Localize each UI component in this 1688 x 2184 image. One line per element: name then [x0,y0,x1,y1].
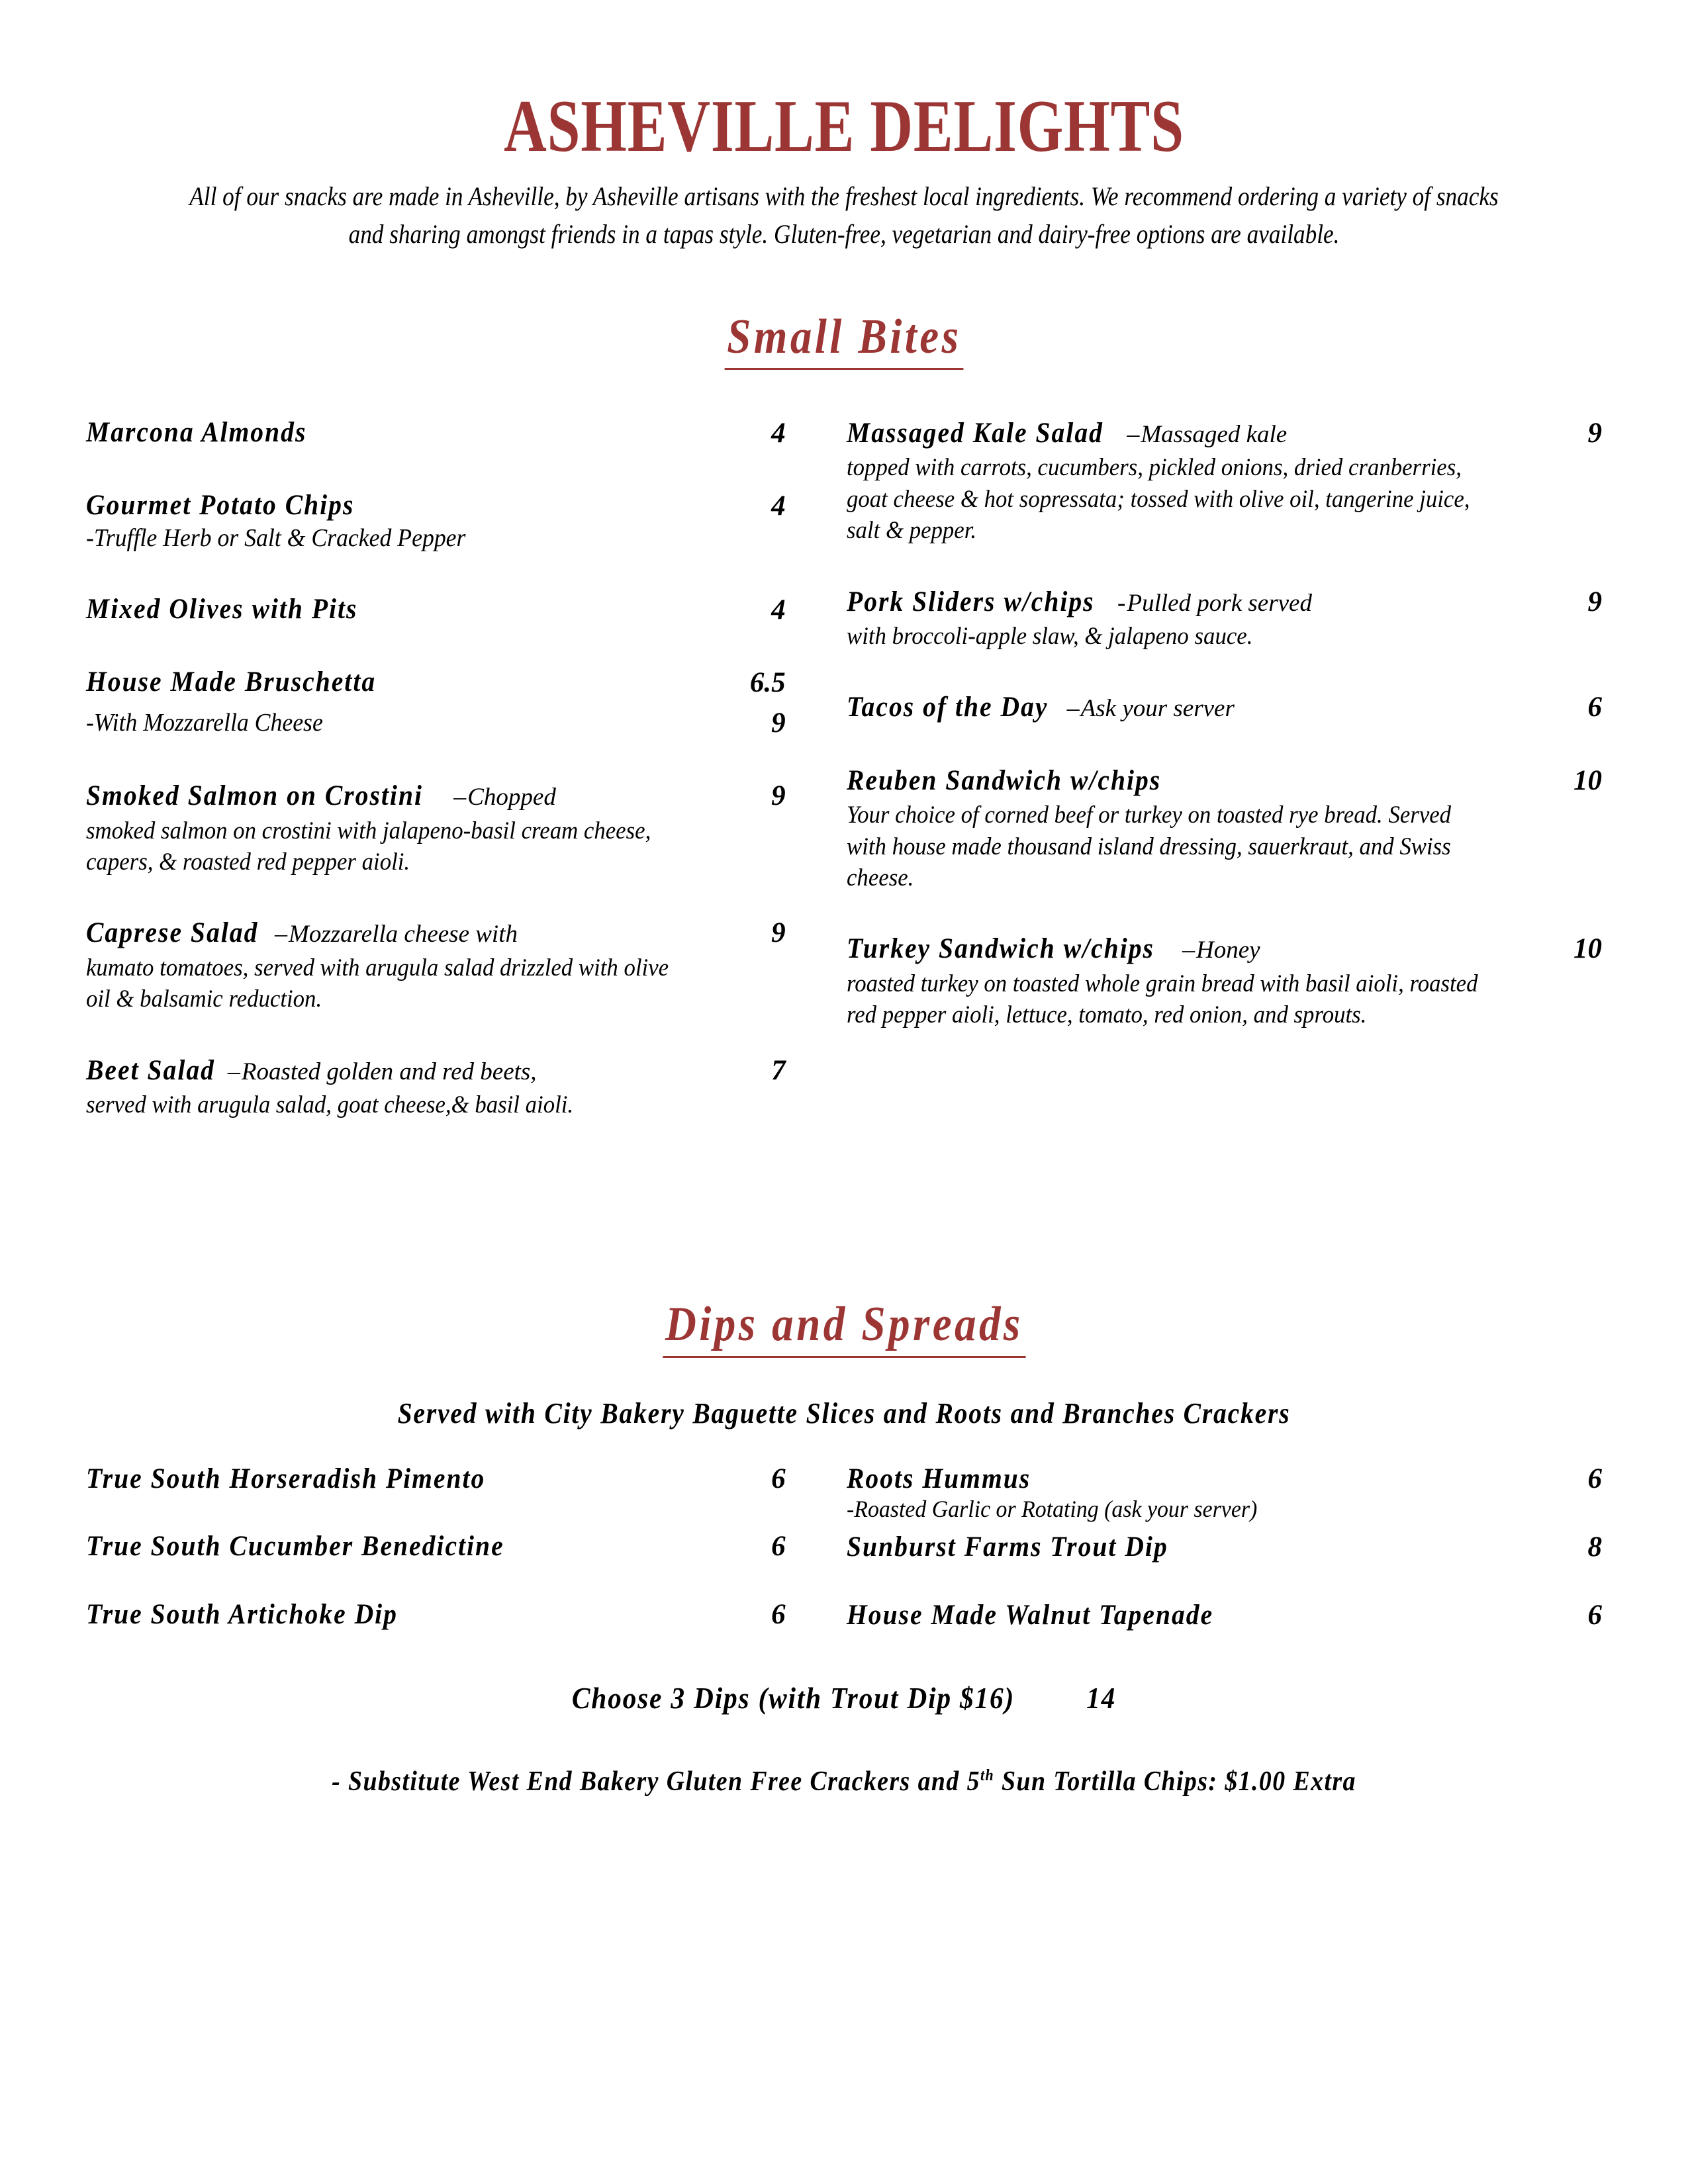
menu-item-price: 10 [1573,764,1602,796]
dip-item [847,1598,1602,1633]
dips-left-column [86,1462,786,1666]
menu-item-price: 9 [1587,586,1602,617]
dip-item [847,1530,1602,1565]
intro-paragraph: All of our snacks are made in Asheville, by Asheville artisans with the freshest local ingredients. We recommend ordering a variety of snacks and sharing amongst friends in a tapas style. Gluten-free, vegetarian and dairy-free options are available. [189,181,1499,249]
menu-item-body [86,779,710,878]
ordinal-suffix: th [980,1766,995,1785]
section-heading-small-bites-label: Small Bites [724,310,963,370]
menu-item-dash: – [227,1057,240,1085]
dip-item [86,1462,786,1496]
menu-item-price: 7 [771,1054,786,1086]
dip-item [86,1598,786,1632]
menu-item-name: Beet Salad [86,1054,215,1086]
menu-item-headline [86,916,710,950]
menu-item-name: House Made Bruschetta [86,666,377,698]
menu-item [847,690,1602,725]
menu-item-name: Marcona Almonds [86,416,307,448]
dip-item-price: 6 [771,1531,786,1563]
menu-item [86,1054,786,1121]
menu-item-dash: – [1127,420,1140,448]
menu-item-description: smoked salmon on crostini with jalapeno-basil cream cheese, capers, & roasted red pepper aioli. [86,817,651,876]
menu-item-headline [847,416,1526,451]
menu-item-body [86,666,710,698]
menu-item-price: 9 [1587,417,1602,449]
menu-item-price: 4 [771,417,786,449]
dips-section [86,1159,1602,1797]
dip-item-option: -Roasted Garlic or Rotating (ask your server) [846,1496,1257,1523]
menu-item [86,593,786,627]
menu-item [847,585,1602,653]
menu-item-price: 6.5 [749,667,786,699]
menu-item-body [847,932,1526,1030]
section-heading-dips-label: Dips and Spreads [663,1298,1025,1357]
menu-item-description-lead: Massaged kale [1141,420,1288,448]
menu-item-description-lead: Mozzarella cheese with [289,921,518,948]
menu-item-name: Gourmet Potato Chips [86,490,355,522]
menu-item-option: -Truffle Herb or Salt & Cracked Pepper [86,524,466,553]
menu-item-name: Reuben Sandwich w/chips [846,764,1161,796]
menu-item-option-price: 9 [771,707,786,739]
menu-item-name: Tacos of the Day [846,692,1049,723]
menu-item-price: 4 [771,594,786,625]
menu-item-price: 6 [1587,692,1602,723]
menu-item [86,666,786,700]
menu-item-headline [847,690,1526,725]
menu-item-dash: – [453,783,467,811]
menu-item-dash: – [1182,936,1195,964]
menu-item-price: 9 [771,780,786,812]
menu-item-price: 9 [771,917,786,949]
substitution-text-before: - Substitute West End Bakery Gluten Free Crackers and 5 [332,1766,980,1797]
menu-item-description-lead: Honey [1196,936,1260,964]
menu-item-dash: – [275,920,288,948]
dip-item-price: 6 [771,1598,786,1630]
menu-item-name: Massaged Kale Salad [846,417,1103,449]
menu-item-description: Your choice of corned beef or turkey on toasted rye bread. Served with house made thousand island dressing, sauerkraut, and Swiss cheese. [846,801,1451,891]
dip-item-name: Sunburst Farms Trout Dip [846,1531,1168,1563]
menu-item-body [86,593,710,625]
dip-item-price: 6 [771,1463,786,1494]
dip-item-name: House Made Walnut Tapenade [846,1599,1213,1631]
menu-item [86,416,786,451]
menu-item-sub-row [86,706,786,741]
menu-item-headline [86,779,710,813]
dip-item-name: Roots Hummus [846,1463,1031,1494]
menu-item-headline [847,585,1526,619]
menu-item-body [86,1054,710,1121]
menu-item-headline [86,1054,710,1088]
menu-item-dash: – [1066,694,1080,723]
menu-item-headline [847,932,1526,966]
section-heading-dips [86,1298,1602,1357]
menu-item-description: topped with carrots, cucumbers, pickled onions, dried cranberries, goat cheese & hot sopressata; tossed with olive oil, tangerine juice, salt & pepper. [846,454,1470,545]
dips-columns [86,1430,1602,1666]
dip-item-name: True South Horseradish Pimento [86,1463,486,1494]
menu-item-price: 10 [1573,933,1602,965]
menu-item-description: with broccoli-apple slaw, & jalapeno sauce. [846,622,1253,650]
dips-served-with-note: Served with City Bakery Baguette Slices and Roots and Branches Crackers [397,1396,1291,1430]
dip-item-name: True South Artichoke Dip [86,1598,398,1630]
substitution-text-after: Sun Tortilla Chips: $1.00 Extra [994,1766,1356,1797]
dip-item-price: 6 [1587,1463,1602,1494]
menu-item-body [847,690,1526,725]
menu-item-body [847,764,1526,894]
menu-item-body [86,489,710,555]
dip-item [847,1462,1602,1496]
menu-item-price: 4 [771,490,786,522]
menu-item-dash: - [1117,588,1126,617]
menu-item [86,916,786,1015]
dips-right-column [847,1462,1602,1666]
menu-item-description-lead: Ask your server [1080,695,1235,723]
dip-item-price: 6 [1587,1599,1602,1631]
small-bites-left-column [86,416,786,1159]
menu-item [847,932,1602,1030]
restaurant-title: ASHEVILLE DELIGHTS [504,85,1184,167]
menu-item [847,416,1602,547]
menu-item-option: -With Mozzarella Cheese [86,708,323,737]
menu-item-description-lead: Chopped [467,784,556,811]
dip-item [86,1529,786,1564]
menu-item-description: roasted turkey on toasted whole grain bread with basil aioli, roasted red pepper aioli, lettuce, tomato, red onion, and sprouts. [846,970,1478,1029]
dips-substitution-note [162,1766,1526,1797]
dip-item-name: True South Cucumber Benedictine [86,1531,504,1563]
menu-item-description-lead: Roasted golden and red beets, [241,1058,537,1085]
menu-item-body [86,706,710,739]
menu-item-headline [847,764,1526,798]
menu-item [847,764,1602,894]
menu-item-name: Pork Sliders w/chips [846,586,1095,617]
menu-item-description: served with arugula salad, goat cheese,& basil aioli. [86,1091,574,1119]
section-heading-small-bites [86,253,1602,370]
menu-item-name: Mixed Olives with Pits [86,593,358,625]
menu-item-description-lead: Pulled pork served [1127,589,1312,617]
menu-item-name: Smoked Salmon on Crostini [86,780,423,812]
menu-item-name: Turkey Sandwich w/chips [846,933,1154,965]
dips-combo-label: Choose 3 Dips (with Trout Dip $16) [571,1681,1015,1715]
dip-item-price: 8 [1587,1531,1602,1563]
menu-item-description: kumato tomatoes, served with arugula salad drizzled with olive oil & balsamic reduction. [86,954,669,1013]
menu-item-body [86,916,710,1015]
menu-item-body [847,416,1526,547]
small-bites-columns [86,370,1602,1159]
menu-item-body [847,585,1526,653]
small-bites-right-column [847,416,1602,1159]
menu-item-name: Caprese Salad [86,917,259,949]
dips-combo-offer [162,1680,1526,1715]
menu-item-body [86,416,710,449]
menu-item [86,489,786,555]
menu-item [86,779,786,878]
dips-combo-price: 14 [1086,1681,1117,1715]
